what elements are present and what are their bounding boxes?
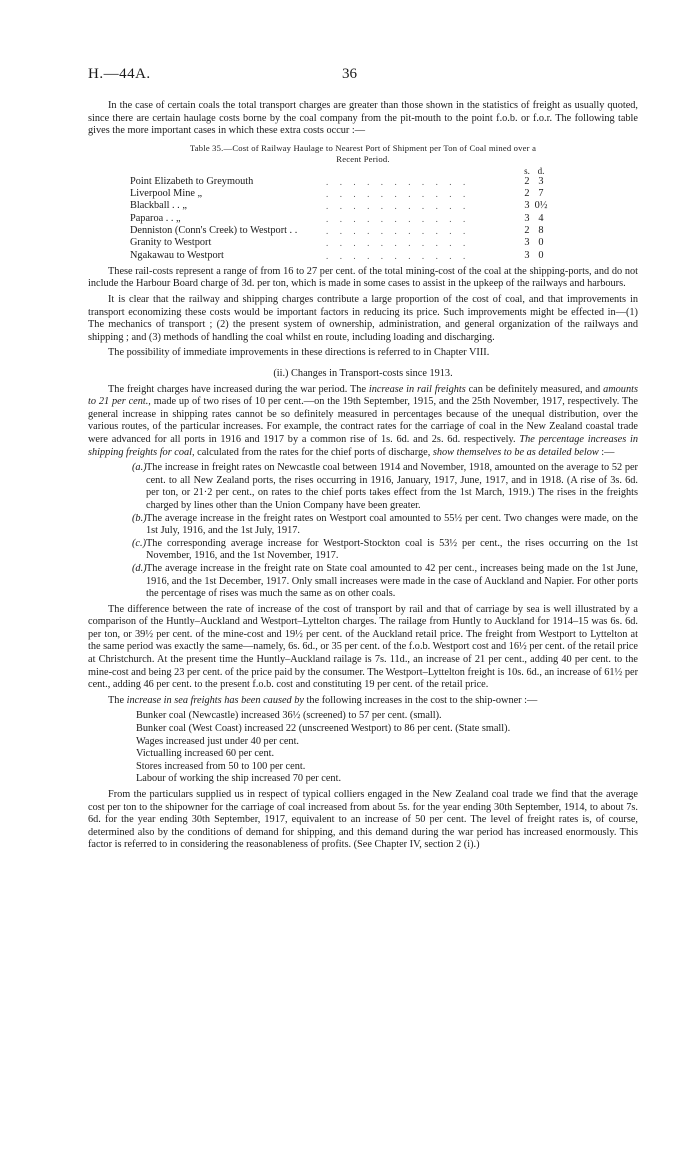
list-item: Stores increased from 50 to 100 per cent. <box>136 760 306 772</box>
list-item: Wages increased just under 40 per cent. <box>136 735 300 747</box>
page-number: 36 <box>342 66 357 82</box>
increase-items-list <box>88 462 638 601</box>
cost-shillings: 2 <box>524 224 530 236</box>
table-row <box>130 225 548 237</box>
list-item: Bunker coal (Newcastle) increased 36½ (screened) to 57 per cent. (small). <box>136 710 442 722</box>
cost-shillings: 2 <box>524 188 530 200</box>
cost-pence: 0 <box>538 237 544 249</box>
route-name: Denniston (Conn's Creek) to Westport . . <box>130 224 298 236</box>
list-item <box>88 563 638 601</box>
table-units-row <box>130 166 548 176</box>
dot-leader: . . . . . . . . . . . <box>326 225 470 236</box>
unit-shillings: s. <box>524 165 530 176</box>
list-item: Labour of working the ship increased 70 per cent. <box>136 773 342 785</box>
table-row <box>130 188 548 200</box>
item-text: The corresponding average increase for Westport-Stockton coal is 53½ per cent., the rises occurring on the 1st November, 1916, and the 1st November, 1917. <box>146 537 638 562</box>
dot-leader: . . . . . . . . . . . <box>326 201 470 212</box>
list-item <box>88 462 638 512</box>
cost-shillings: 3 <box>524 249 530 261</box>
cost-pence: 0½ <box>534 200 548 212</box>
route-name: Paparoa . . „ <box>130 212 181 224</box>
dot-leader: . . . . . . . . . . . <box>326 189 470 200</box>
list-item: Bunker coal (West Coast) increased 22 (unscreened Westport) to 86 per cent. (State small). <box>136 723 511 735</box>
collier-costs-paragraph: From the particulars supplied us in respect of typical colliers engaged in the New Zealand coal trade we find that the average cost per ton to the shipowner for the carriage of coal increased from about 5s. for the year ending 30th September, 1914, to about 7s. 6d. for the year ending 30th September, 1917, equivalent to an increase of 50 per cent. The level of freight rates is, of course, determined also by the conditions of demand for shipping, and this demand during the war period has increased enormously. This factor is referred to in considering the reasonableness of profits. (See Chapter IV, section 2 (i).) <box>88 789 638 851</box>
cost-pence: 8 <box>538 224 544 236</box>
item-label: (a.) <box>132 462 147 474</box>
item-label: (c.) <box>132 537 147 549</box>
body-text <box>88 100 638 855</box>
rail-vs-sea-paragraph: The difference between the rate of increase of the cost of transport by rail and that of carriage by sea is well illustrated by a comparison of the Huntly–Auckland and Westport–Lyttelton charges. The railage from Huntly to Auckland for 1914–15 was 6s. 6d. per ton, or 39½ per cent. of the mine-cost and 19½ per cent. of the Auckland retail price. The freight from Westport to Lyttelton at the same period was exactly the same—namely, 6s. 6d., or 35 per cent. of the f.o.b. Westport cost and 16½ per cent. of the retail price at Christchurch. At the present time the Huntly–Auckland railage is 7s. 11d., an increase of 21 per cent., adding 40 per cent. to the mine-cost and being 23 per cent. of the price paid by the consumer. The Westport–Lyttelton freight is 10s. 6d., an increase of 61½ per cent., adding 46 per cent. to the present f.o.b. cost and constituting 19 per cent. of the retail price. <box>88 603 638 691</box>
haulage-cost-table <box>130 166 548 262</box>
unit-pence: d. <box>537 165 545 176</box>
document-reference: H.—44A. <box>88 66 151 82</box>
item-text: The average increase in the freight rate on State coal amounted to 42 per cent., increases being made on the 1st June, 1916, and the 1st December, 1917. Only small increases were made in the case of Auckland and Napier. For other ports the percentage of rises was much the same as on other coals. <box>146 562 638 600</box>
cost-pence: 3 <box>538 175 544 187</box>
table-row <box>130 200 548 212</box>
table-row <box>130 176 548 188</box>
item-text: The increase in freight rates on Newcastle coal between 1914 and November, 1918, amounted on the average to 52 per cent. to all New Zealand ports, the rises occurring in 1916, January, 1917, June, 1917, and in 1918. (A rise of 3s. 6d. per ton, or 21·2 per cent., on rates to the chief ports takes effect from the 1st March, 1919.) The rises in the freights charged by lines other than the Union Company have been greater. <box>146 462 638 511</box>
table-row <box>130 250 548 262</box>
shipowner-cost-increases <box>88 710 638 786</box>
item-label: (d.) <box>132 562 147 574</box>
item-text: The average increase in the freight rates on Westport coal amounted to 55½ per cent. Two changes were made, on the 1st July, 1916, and the 1st July, 1917. <box>146 512 638 537</box>
improvements-paragraph: It is clear that the railway and shipping charges contribute a large proportion of the cost of coal, and that improvements in transport economizing these costs would be important factors in reducing its price. Such improvements might be effected in—(1) The mechanics of transport ; (2) the present system of ownership, administration, and general organization of the railways and shipping ; and (3) methods of handling the coal whilst en route, including loading and discharging. <box>88 294 638 343</box>
cost-shillings: 3 <box>524 212 530 224</box>
cost-pence: 7 <box>538 188 544 200</box>
dot-leader: . . . . . . . . . . . <box>326 176 470 187</box>
route-name: Ngakawau to Westport <box>130 249 224 261</box>
cost-pence: 4 <box>538 212 544 224</box>
item-label: (b.) <box>132 512 147 524</box>
sea-freights-paragraph: The increase in sea freights has been caused by the following increases in the cost to the ship-owner :— <box>108 694 538 706</box>
table-row <box>130 237 548 249</box>
freight-charges-paragraph: The freight charges have increased during the war period. The increase in rail freights can be definitely measured, and amounts to 21 per cent., made up of two rises of 10 per cent.—on the 19th September, 1915, and the 25th November, 1917, respectively. The general increase in shipping rates cannot be so definitely measured in percentages because of the unequal distribution, over the various routes, of the particular increases. For example, the contract rates for the carriage of coal in the New Zealand coastal trade were advanced for all ports in 1916 and 1917 by a common rise of 1s. 6d. and 2s. 6d. respectively. The percentage increases in shipping freights for coal, calculated from the rates for the chief ports of discharge, show themselves to be as detailed below :— <box>88 383 638 458</box>
cost-shillings: 3 <box>524 237 530 249</box>
intro-paragraph: In the case of certain coals the total transport charges are greater than those shown in the statistics of freight as usually quoted, since there are certain haulage costs borne by the coal company from the pit-mouth to the point f.o.b. or f.o.r. The following table gives the more important cases in which these extra costs occur :— <box>88 100 638 137</box>
list-item <box>88 538 638 563</box>
route-name: Blackball . . „ <box>130 200 187 212</box>
dot-leader: . . . . . . . . . . . <box>326 238 470 249</box>
table-title-line1: Table 35.—Cost of Railway Haulage to Nearest Port of Shipment per Ton of Coal mined over a <box>189 142 537 153</box>
cost-shillings: 2 <box>524 175 530 187</box>
rail-costs-paragraph: These rail-costs represent a range of from 16 to 27 per cent. of the total mining-cost of the coal at the shipping-ports, and do not include the Harbour Board charge of 3d. per ton, which is made in some cases to assist in the upkeep of the railways and harbours. <box>88 265 638 290</box>
cost-shillings: 3 <box>524 200 530 212</box>
dot-leader: . . . . . . . . . . . <box>326 213 470 224</box>
route-name: Point Elizabeth to Greymouth <box>130 175 254 187</box>
route-name: Granity to Westport <box>130 237 212 249</box>
section-heading: (ii.) Changes in Transport-costs since 1913. <box>273 368 453 380</box>
table-title-line2: Recent Period. <box>336 153 390 164</box>
list-item <box>88 513 638 538</box>
chapter-reference-paragraph: The possibility of immediate improvements in these directions is referred to in Chapter VIII. <box>108 347 490 359</box>
table-title <box>88 143 638 165</box>
list-item: Victualling increased 60 per cent. <box>136 748 275 760</box>
cost-pence: 0 <box>538 249 544 261</box>
table-row <box>130 213 548 225</box>
dot-leader: . . . . . . . . . . . <box>326 250 470 261</box>
route-name: Liverpool Mine „ <box>130 188 203 200</box>
